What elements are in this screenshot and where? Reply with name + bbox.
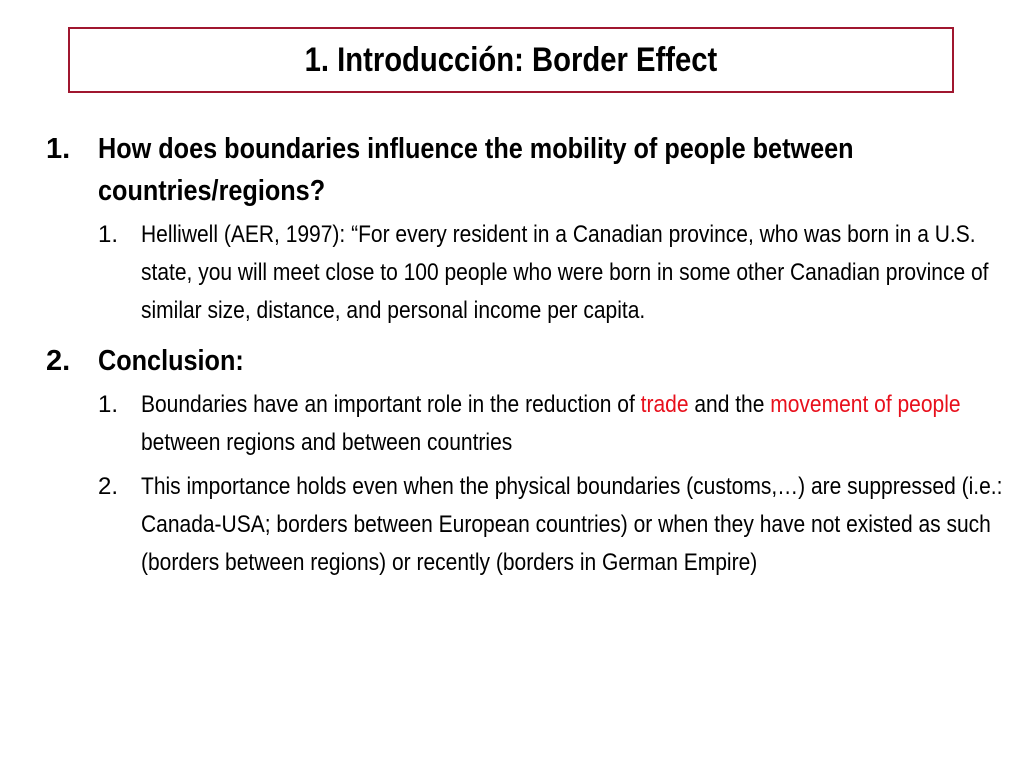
highlight-trade: trade [640,391,689,418]
list-item-2 [46,340,1006,382]
slide-title-box [68,27,954,93]
slide-content [46,128,1006,588]
sub-item-1-1-number: 1. [98,221,119,248]
sub-item-2-1-part1: Boundaries have an important role in the reduction of [141,391,641,418]
highlight-movement-of-people: movement of people [770,391,961,418]
sub-item-1-1 [98,216,1006,330]
list-item-1-text-inner: How does boundaries influence the mobility of people between countries/regions? [98,133,854,207]
slide-title: 1. Introducción: Border Effect [304,40,718,79]
sub-item-1-1-text-inner: Helliwell (AER, 1997): “For every resident in a Canadian province, who was born in a U.S. state, you will meet close to 100 people who were born in some other Canadian province of similar size, distance, and personal income per capita. [141,221,989,324]
sub-item-2-1-part2: and the [688,391,771,418]
list-item-2-number: 2. [46,345,71,377]
sub-item-2-1-text [141,386,1024,462]
list-item-1-number: 1. [46,133,71,165]
list-item-1 [46,128,1006,212]
list-item-1-text [98,128,1024,212]
list-item-2-text-inner: Conclusion: [98,345,244,377]
sub-item-1-1-text [141,216,1024,330]
sub-item-2-2 [98,468,1006,582]
sub-item-2-1 [98,386,1006,462]
sub-item-2-2-text-inner: This importance holds even when the physical boundaries (customs,…) are suppressed (i.e.: Canada-USA; borders between European countries) or when they have not existed as such (borders between regions) or recently (borders in German Empire) [141,473,1003,576]
sub-item-2-1-text-inner [141,386,1003,462]
sub-item-2-1-number: 1. [98,391,119,418]
sub-item-2-2-text [141,468,1024,582]
list-item-2-text [98,340,1024,382]
sub-item-2-1-part3: between regions and between countries [141,429,513,456]
sub-item-2-2-number: 2. [98,473,119,500]
